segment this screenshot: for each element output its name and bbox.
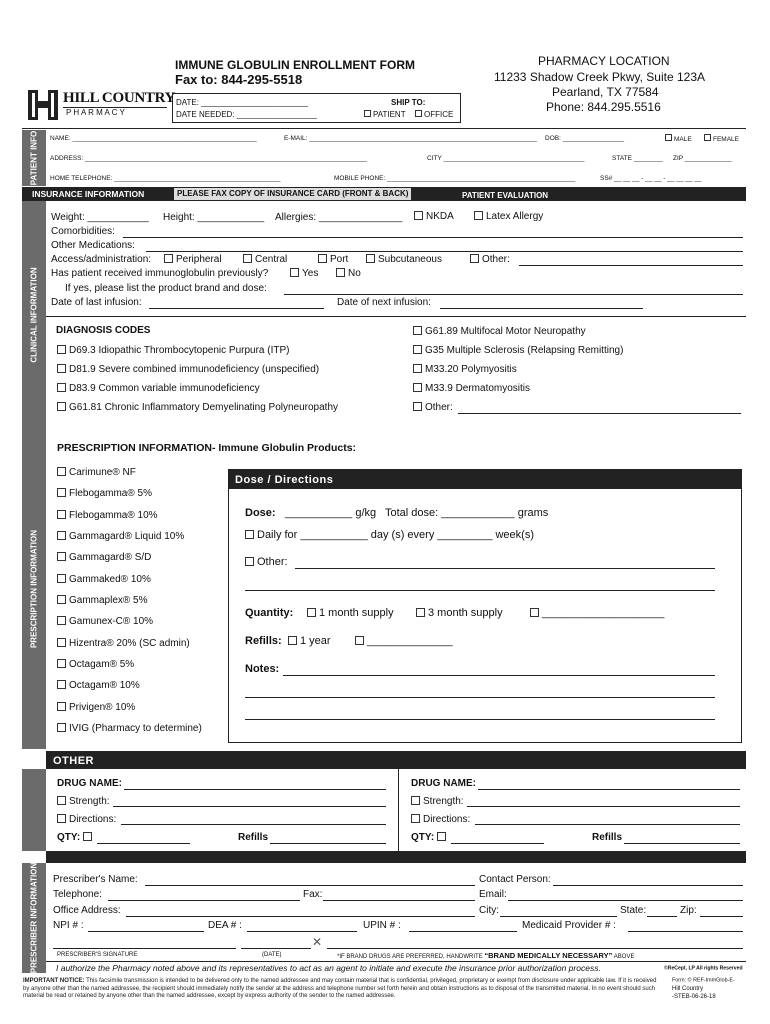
- pharmacy-address-1: 11233 Shadow Creek Pkwy, Suite 123A: [494, 70, 706, 84]
- telephone-label: Telephone:: [53, 889, 102, 900]
- strength-field-left[interactable]: Strength:: [57, 796, 110, 807]
- pharmacy-address-2: Pearland, TX 77584: [552, 85, 659, 99]
- drug-name-label-right: DRUG NAME:: [411, 778, 476, 789]
- other-heading: OTHER: [53, 755, 94, 767]
- logo-name: HILL COUNTRY: [63, 90, 176, 106]
- dose-gkg-field[interactable]: ___________ g/kg: [285, 507, 377, 519]
- product-item[interactable]: Octagam® 5%: [57, 659, 134, 670]
- product-item[interactable]: Flebogamma® 10%: [57, 510, 158, 521]
- brand-line[interactable]: [327, 948, 743, 949]
- drug-name-line-left[interactable]: [124, 789, 386, 790]
- dose-other-checkbox[interactable]: [245, 557, 254, 566]
- form-code-1: Form: © REF-ImmGlob-E-: [672, 978, 735, 984]
- refills-label-right: Refills: [592, 832, 623, 843]
- patient-dob-field[interactable]: DOB: _________________: [545, 135, 625, 142]
- upin-label: UPIN # :: [363, 920, 401, 931]
- patient-email-field[interactable]: E-MAIL: _______________________________________________________________: [284, 135, 538, 142]
- sex-female-option[interactable]: FEMALE: [704, 134, 739, 143]
- diagnosis-item[interactable]: D81.9 Severe combined immunodeficiency (unspecified): [57, 364, 319, 375]
- other-meds-line[interactable]: [146, 251, 743, 252]
- quantity-other-checkbox[interactable]: [530, 608, 539, 617]
- dose-other-option[interactable]: Other:: [245, 556, 288, 568]
- central-checkbox[interactable]: [243, 254, 252, 263]
- received-yes-option[interactable]: Yes: [290, 268, 318, 279]
- dea-label: DEA # :: [208, 920, 242, 931]
- allergies-field[interactable]: Allergies: _______________: [275, 212, 403, 223]
- access-label: Access/administration:: [51, 254, 152, 265]
- access-port-option[interactable]: Port: [318, 254, 348, 265]
- diagnosis-item[interactable]: G35 Multiple Sclerosis (Relapsing Remitting): [413, 345, 623, 356]
- female-checkbox[interactable]: [704, 134, 711, 141]
- patient-zip-field[interactable]: ZIP _____________: [673, 155, 732, 162]
- prescriber-label: PRESCRIBER INFORMATION: [29, 862, 39, 974]
- patient-city-field[interactable]: CITY _______________________________________: [427, 155, 585, 162]
- product-item[interactable]: Gammaplex® 5%: [57, 595, 148, 606]
- logo-sub: P H A R M A C Y: [66, 108, 125, 117]
- diagnosis-heading: DIAGNOSIS CODES: [56, 325, 151, 336]
- date-needed-field[interactable]: DATE NEEDED: __________________: [176, 110, 317, 119]
- directions-field-right[interactable]: Directions:: [411, 814, 470, 825]
- product-item[interactable]: IVIG (Pharmacy to determine): [57, 723, 202, 734]
- yes-checkbox[interactable]: [290, 268, 299, 277]
- latex-allergy-option[interactable]: Latex Allergy: [474, 211, 543, 222]
- access-other-option[interactable]: Other:: [470, 254, 510, 265]
- ship-office-checkbox[interactable]: [415, 110, 422, 117]
- contact-person-line[interactable]: [553, 885, 743, 886]
- latex-checkbox[interactable]: [474, 211, 483, 220]
- strength-line-left[interactable]: [113, 806, 386, 807]
- date-box: [172, 93, 461, 123]
- prescriber-divider-bar: [46, 851, 746, 863]
- office-address-line[interactable]: [126, 916, 475, 917]
- contact-person-label: Contact Person:: [479, 874, 551, 885]
- product-item[interactable]: Gammaked® 10%: [57, 574, 151, 585]
- form-title: IMMUNE GLOBULIN ENROLLMENT FORM: [175, 58, 415, 72]
- peripheral-checkbox[interactable]: [164, 254, 173, 263]
- other-bar: [46, 751, 746, 769]
- patient-state-field[interactable]: STATE ________: [612, 155, 663, 162]
- qty-label-left[interactable]: QTY:: [57, 832, 95, 843]
- qty-line-left[interactable]: [97, 843, 190, 844]
- prescription-heading: PRESCRIPTION INFORMATION- Immune Globulin Products:: [57, 442, 357, 454]
- weight-field[interactable]: Weight: ___________: [51, 212, 149, 223]
- fax-copy-notice: PLEASE FAX COPY OF INSURANCE CARD (FRONT & BACK): [174, 188, 411, 200]
- state-label: State:: [620, 905, 647, 916]
- upin-line[interactable]: [409, 931, 517, 932]
- other-sidebar: [22, 769, 46, 851]
- patient-name-field[interactable]: NAME: ___________________________________________________: [50, 135, 257, 142]
- male-checkbox[interactable]: [665, 134, 672, 141]
- height-field[interactable]: Height: ____________: [163, 212, 265, 223]
- qty-line-right[interactable]: [451, 843, 544, 844]
- notes-line-3[interactable]: [245, 719, 715, 720]
- home-phone-field[interactable]: HOME TELEPHONE: ______________________________________________: [50, 175, 281, 182]
- fax-line[interactable]: [323, 900, 475, 901]
- logo-mark-icon: [26, 88, 66, 122]
- product-item[interactable]: Gammagard® Liquid 10%: [57, 531, 184, 542]
- important-notice: IMPORTANT NOTICE: This facsimile transmission is intended to be delivered only to the named addressee and may contain material that is confidential, privileged, proprietary or exempt from disclosure under applicable law. If it is received by anyone other than the named addressee, the recipient should immediately notify the sender at the address and telephone number set forth herein and obtain instructions as to disposal of the transmitted material. In no event should such material be read or retained by anyone other than the named addressee, except by express authority of the sender to the named addressee.: [23, 978, 657, 1000]
- zip-label: Zip:: [680, 905, 697, 916]
- pharmacy-phone: Phone: 844.295.5516: [546, 100, 661, 114]
- date-sig-label: (DATE): [262, 952, 282, 958]
- strength-field-right[interactable]: Strength:: [411, 796, 464, 807]
- patient-eval-heading: PATIENT EVALUATION: [462, 191, 549, 200]
- qty-label-right[interactable]: QTY:: [411, 832, 449, 843]
- notes-label: Notes:: [245, 663, 280, 675]
- drug-name-label-left: DRUG NAME:: [57, 778, 122, 789]
- refills-1-year-option[interactable]: 1 year: [288, 635, 331, 647]
- state-line[interactable]: [647, 916, 677, 917]
- access-other-checkbox[interactable]: [470, 254, 479, 263]
- date-field[interactable]: DATE: ________________________: [176, 98, 308, 107]
- product-item[interactable]: Gamunex-C® 10%: [57, 616, 153, 627]
- product-item[interactable]: Hizentra® 20% (SC admin): [57, 638, 190, 649]
- dose-other-line-2[interactable]: [245, 590, 715, 591]
- ship-to-label: SHIP TO:: [391, 98, 426, 107]
- ssn-field[interactable]: SS# __ __ __ - __ __ - __ __ __ __: [600, 175, 702, 182]
- next-infusion-label: Date of next infusion:: [337, 297, 431, 308]
- quantity-label: Quantity:: [245, 607, 294, 619]
- ship-patient-checkbox[interactable]: [364, 110, 371, 117]
- if-yes-line[interactable]: [284, 294, 743, 295]
- directions-line-left[interactable]: [121, 824, 386, 825]
- authorization-statement: I authorize the Pharmacy noted above and its representatives to act as an agent to initiate and execute the insurance prior authorization process.: [56, 963, 601, 973]
- dea-line[interactable]: [247, 931, 357, 932]
- nkda-checkbox[interactable]: [414, 211, 423, 220]
- comorbidities-label: Comorbidities:: [51, 226, 115, 237]
- product-item[interactable]: Gammagard® S/D: [57, 552, 151, 563]
- medicaid-line[interactable]: [628, 931, 743, 932]
- diagnosis-item[interactable]: D69.3 Idiopathic Thrombocytopenic Purpura (ITP): [57, 345, 289, 356]
- no-checkbox[interactable]: [336, 268, 345, 277]
- if-yes-label: If yes, please list the product brand and dose:: [65, 283, 267, 294]
- diagnosis-other[interactable]: Other:: [413, 402, 453, 413]
- copyright: ©ReCept, LP All rights Reserved: [664, 966, 743, 972]
- refills-label-left: Refills: [238, 832, 269, 843]
- quantity-other-option[interactable]: ____________________: [530, 607, 664, 619]
- insurance-heading: INSURANCE INFORMATION: [32, 189, 145, 199]
- form-code-3: -STEB-06-26-18: [672, 994, 716, 1000]
- notes-line-1[interactable]: [283, 675, 715, 676]
- fax-number: Fax to: 844-295-5518: [175, 72, 303, 87]
- daily-for-option[interactable]: Daily for ___________ day (s) every _________ week(s): [245, 529, 534, 541]
- diagnosis-item[interactable]: D83.9 Common variable immunodeficiency: [57, 383, 260, 394]
- zip-line[interactable]: [700, 916, 743, 917]
- x-mark: ✕: [312, 935, 323, 949]
- access-central-option[interactable]: Central: [243, 254, 287, 265]
- nkda-option[interactable]: NKDA: [414, 211, 454, 222]
- npi-label: NPI # :: [53, 920, 84, 931]
- fax-label: Fax:: [303, 889, 323, 900]
- received-no-option[interactable]: No: [336, 268, 361, 279]
- ship-office-option[interactable]: OFFICE: [415, 110, 453, 119]
- drug-name-line-right[interactable]: [478, 789, 740, 790]
- total-dose-field[interactable]: Total dose: ____________ grams: [385, 507, 549, 519]
- access-peripheral-option[interactable]: Peripheral: [164, 254, 222, 265]
- quantity-1-month-option[interactable]: 1 month supply: [307, 607, 394, 619]
- directions-field-left[interactable]: Directions:: [57, 814, 116, 825]
- email-label: Email:: [479, 889, 507, 900]
- medicaid-label: Medicaid Provider # :: [522, 920, 616, 931]
- access-other-line[interactable]: [519, 265, 743, 266]
- other-meds-label: Other Medications:: [51, 240, 135, 251]
- patient-address-field[interactable]: ADDRESS: ______________________________________________________________________________: [50, 155, 368, 162]
- diagnosis-item[interactable]: G61.81 Chronic Inflammatory Demyelinating Polyneuropathy: [57, 402, 338, 413]
- city-label: City:: [479, 905, 499, 916]
- quantity-3-month-option[interactable]: 3 month supply: [416, 607, 503, 619]
- month3-checkbox[interactable]: [416, 608, 425, 617]
- port-checkbox[interactable]: [318, 254, 327, 263]
- comorbidities-line[interactable]: [123, 237, 743, 238]
- patient-info-label: PATIENT INFO: [29, 130, 39, 186]
- product-item[interactable]: Flebogamma® 5%: [57, 488, 152, 499]
- dose-directions-heading: Dose / Directions: [235, 474, 334, 486]
- pharmacy-heading: PHARMACY LOCATION: [538, 54, 670, 68]
- diagnosis-item[interactable]: M33.9 Dermatomyositis: [413, 383, 530, 394]
- dose-other-line[interactable]: [295, 568, 715, 569]
- last-infusion-label: Date of last infusion:: [51, 297, 142, 308]
- last-infusion-line[interactable]: [149, 308, 324, 309]
- clinical-label: CLINICAL INFORMATION: [29, 267, 39, 363]
- prescriber-name-line[interactable]: [145, 885, 475, 886]
- refills-line-right[interactable]: [624, 843, 740, 844]
- product-item[interactable]: Octagam® 10%: [57, 680, 140, 691]
- mobile-phone-field[interactable]: MOBILE PHONE: ____________________________________________________: [334, 175, 576, 182]
- telephone-line[interactable]: [108, 900, 300, 901]
- refills-label: Refills:: [245, 635, 282, 647]
- signature-line[interactable]: [53, 948, 236, 949]
- diagnosis-item[interactable]: M33.20 Polymyositis: [413, 364, 517, 375]
- product-item[interactable]: Privigen® 10%: [57, 702, 135, 713]
- signature-label: PRESCRIBER'S SIGNATURE: [57, 952, 138, 958]
- strength-line-right[interactable]: [467, 806, 740, 807]
- year1-checkbox[interactable]: [288, 636, 297, 645]
- logo: [26, 88, 176, 122]
- city-line[interactable]: [500, 916, 617, 917]
- brand-note: *IF BRAND DRUGS ARE PREFERRED, HANDWRITE “BRAND MEDICALLY NECESSARY” ABOVE: [337, 951, 635, 960]
- refills-other-checkbox[interactable]: [355, 636, 364, 645]
- directions-line-right[interactable]: [475, 824, 740, 825]
- notes-line-2[interactable]: [245, 697, 715, 698]
- office-address-label: Office Address:: [53, 905, 121, 916]
- subcutaneous-checkbox[interactable]: [366, 254, 375, 263]
- month1-checkbox[interactable]: [307, 608, 316, 617]
- access-subcutaneous-option[interactable]: Subcutaneous: [366, 254, 442, 265]
- diagnosis-other-line[interactable]: [458, 413, 741, 414]
- next-infusion-line[interactable]: [440, 308, 643, 309]
- ship-patient-option[interactable]: PATIENT: [364, 110, 406, 119]
- prescription-label: PRESCRIPTION INFORMATION: [29, 529, 39, 649]
- refills-other-option[interactable]: ______________: [355, 635, 453, 647]
- daily-for-checkbox[interactable]: [245, 530, 254, 539]
- form-code-2: Hill Country: [672, 986, 704, 992]
- sex-male-option[interactable]: MALE: [665, 134, 692, 143]
- email-line[interactable]: [508, 900, 743, 901]
- sig-date-line[interactable]: [241, 948, 311, 949]
- npi-line[interactable]: [88, 931, 204, 932]
- received-prev-label: Has patient received immunoglobulin previously?: [51, 268, 269, 279]
- prescriber-name-label: Prescriber's Name:: [53, 874, 138, 885]
- refills-line-left[interactable]: [270, 843, 386, 844]
- diagnosis-item[interactable]: G61.89 Multifocal Motor Neuropathy: [413, 326, 586, 337]
- product-item[interactable]: Carimune® NF: [57, 467, 136, 478]
- dose-label: Dose:: [245, 507, 276, 519]
